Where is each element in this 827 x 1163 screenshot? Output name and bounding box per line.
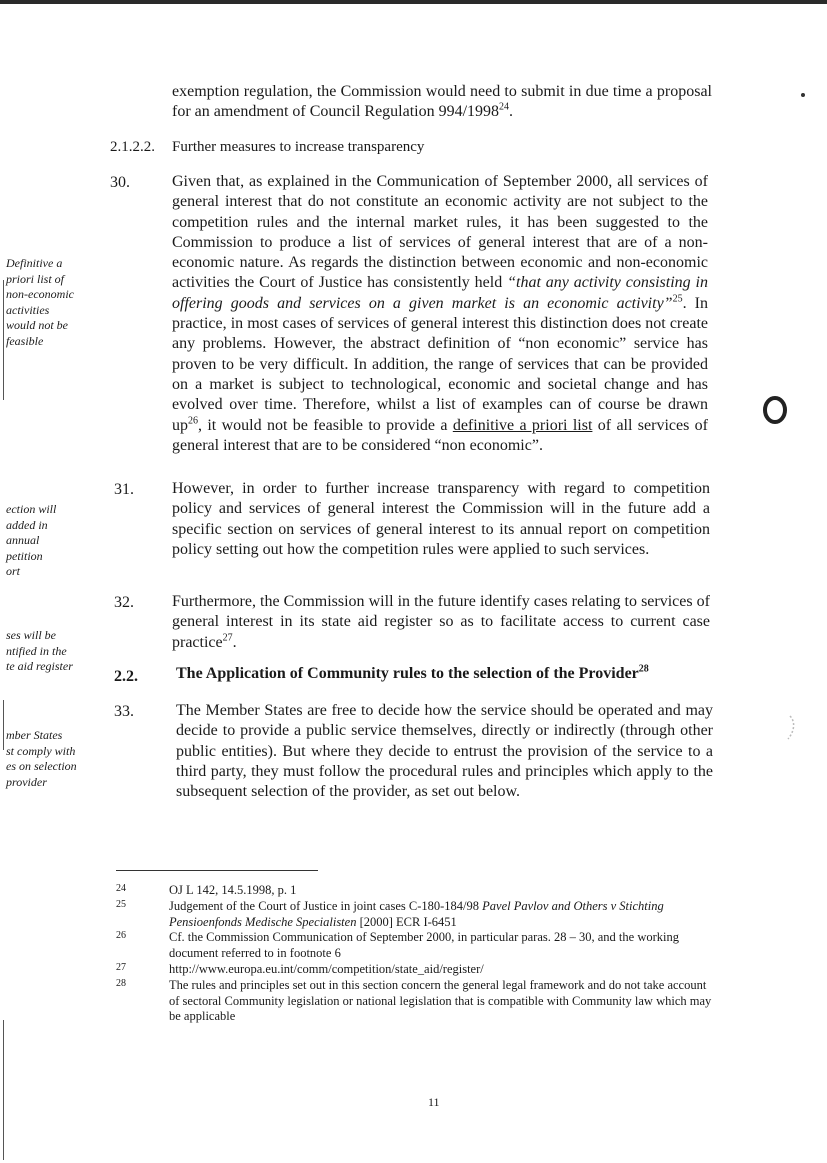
footnote-26: Cf. the Commission Communication of September 2000, in particular paras. 28 – 30, and the working document referred to in footnote 6 (169, 930, 679, 960)
scan-top-border (0, 0, 827, 4)
section-title: The Application of Community rules to the selection of the Provider$^{28}$ (176, 663, 649, 682)
page-number: 11 (428, 1095, 440, 1109)
footnote-24: OJ L 142, 14.5.1998, p. 1 (169, 883, 297, 897)
paragraph-31: However, in order to further increase transparency with regard to competition policy and services of general interest the Commission will in the future add a specific section on services of general interest to its annual report on competition policy setting out how the competition rules were applied to such services. (172, 480, 710, 558)
hole-punch-mark (760, 392, 790, 428)
margin-note: Definitive a priori list of non-economic activities would not be feasible (6, 256, 74, 348)
footnote-number: 27 (116, 962, 126, 973)
paragraph-32: Furthermore, the Commission will in the future identify cases relating to services of general interest in its state aid register so as to facilitate access to current case practice$^{27}$. (172, 593, 710, 651)
scan-dot-mark (801, 93, 805, 97)
paragraph-number: 30. (110, 174, 130, 191)
paragraph-30: Given that, as explained in the Communication of September 2000, all services of general interest that do not constitute an economic activity are not subject to the competition rules and the internal market rules, it has been suggested to the Commission to produce a list of services of general interest that are of a non-economic nature. As regards the distinction between economic and non-economic activities the Court of Justice has consistently held “that any activity consisting in offering goods and services on a given market is an economic activity”$^{25}$. In practice, in most cases of services of general interest this distinction does not create any problems. However, the abstract definition of “non economic” service has proven to be very difficult. In addition, the range of services that can be provided on a market is subject to technological, economic and societal change and has evolved over time. Therefore, whilst a list of examples can of course be drawn $up^{26}$, it would not be feasible to provide a definitive a priori list of all services of general interest that are to be considered “non economic”. (172, 173, 709, 454)
section-number: 2.2. (114, 668, 138, 685)
scan-left-edge (3, 700, 4, 750)
footnote-25: Judgement of the Court of Justice in joint cases C-180-184/98 Pavel Pavlov and Others v Stichting Pensioenfonds Medische Specialisten [2000] ECR I-6451 (169, 899, 664, 929)
section-title: Further measures to increase transparency (172, 139, 425, 155)
paragraph-number: 32. (114, 594, 134, 611)
margin-note: ection will added in annual petition ort (6, 502, 57, 578)
footnote-number: 24 (116, 883, 126, 894)
footnote-number: 28 (116, 978, 126, 989)
paragraph-number: 31. (114, 481, 134, 498)
footnote-number: 26 (116, 930, 126, 941)
footnote-28: The rules and principles set out in this section concern the general legal framework and do not take account of sectoral Community legislation or national legislation that is compatible with Community law which may be applicable (169, 978, 712, 1024)
section-number: 2.1.2.2. (110, 139, 155, 155)
footnote-separator (116, 870, 318, 871)
margin-note: mber States st comply with es on selection provider (6, 728, 77, 789)
paragraph-number: 33. (114, 703, 134, 720)
footnote-27[interactable]: http://www.europa.eu.int/comm/competition/state_aid/register/ (169, 962, 484, 976)
paragraph-33: The Member States are free to decide how the service should be operated and may decide to provide a public service themselves, directly or indirectly (through other public entities). But where they decide to entrust the provision of the service to a third party, they must follow the procedural rules and principles which apply to the subsequent selection of the provider, as set out below. (176, 702, 713, 801)
margin-note: ses will be ntified in the te aid register (6, 628, 73, 673)
scan-smudge-mark (782, 714, 798, 742)
scan-left-edge (3, 280, 4, 400)
footnote-number: 25 (116, 899, 126, 910)
emphasis-underline: definitive a priori list (452, 416, 593, 434)
court-quote: “that any activity consisting in offering goods and services on a given market is an economic activity” (172, 274, 709, 312)
scan-left-edge (3, 1020, 4, 1160)
intro-paragraph: exemption regulation, the Commission would need to submit in due time a proposal for an amendment of Council Regulation 994/1998$^{24}$. (172, 83, 712, 121)
